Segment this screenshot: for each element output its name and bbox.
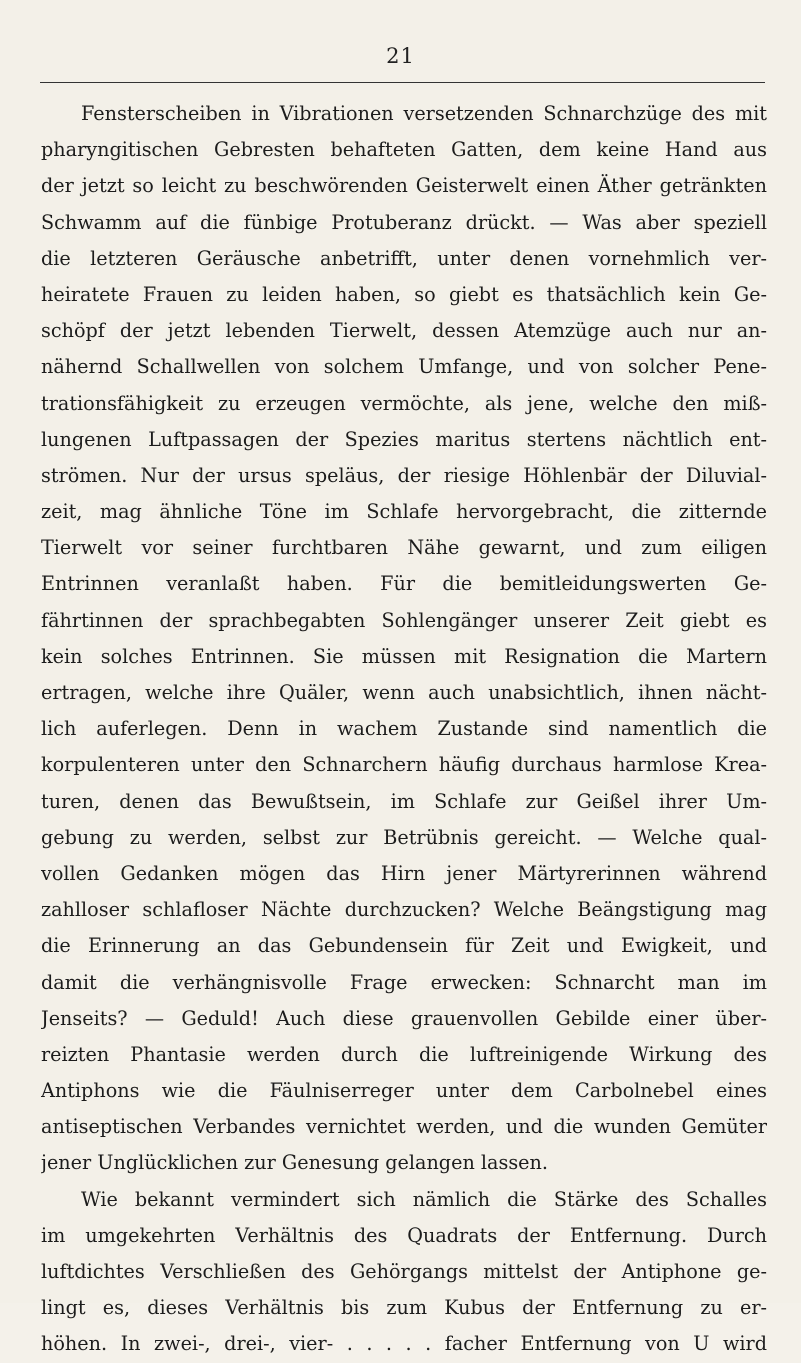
text-line: Antiphons wie die Fäulniserreger unter dem Carbolnebel eines xyxy=(41,1079,767,1103)
text-line: reizten Phantasie werden durch die luftreinigende Wirkung des xyxy=(41,1042,767,1066)
text-line: Schwamm auf die fünbige Protuberanz drückt. — Was aber speziell xyxy=(41,210,767,234)
page-number: 21 xyxy=(386,44,415,68)
text-body xyxy=(41,96,767,1363)
text-line: antiseptischen Verbandes vernichtet werden, und die wunden Gemüter xyxy=(41,1115,767,1139)
text-line: zeit, mag ähnliche Töne im Schlafe hervorgebracht, die zitternde xyxy=(41,500,767,524)
text-line: zahlloser schlafloser Nächte durchzucken? Welche Beängstigung mag xyxy=(41,898,767,922)
text-line: Entrinnen veranlaßt haben. Für die bemitleidungswerten Ge- xyxy=(41,572,767,596)
text-line: Jenseits? — Geduld! Auch diese grauenvollen Gebilde einer über- xyxy=(41,1006,767,1030)
text-line: lich auferlegen. Denn in wachem Zustande sind namentlich die xyxy=(41,717,767,741)
text-line: lingt es, dieses Verhältnis bis zum Kubus der Entfernung zu er- xyxy=(41,1296,767,1320)
text-line: heiratete Frauen zu leiden haben, so giebt es thatsächlich kein Ge- xyxy=(41,282,767,306)
paragraph-2 xyxy=(41,1182,767,1363)
text-line: Wie bekannt vermindert sich nämlich die Stärke des Schalles xyxy=(81,1187,767,1211)
text-line: vollen Gedanken mögen das Hirn jener Märtyrerinnen während xyxy=(41,861,767,885)
text-line: schöpf der jetzt lebenden Tierwelt, dessen Atemzüge auch nur an- xyxy=(41,319,767,343)
text-line: höhen. In zwei-, drei-, vier- . . . . . facher Entfernung von U wird xyxy=(41,1332,767,1356)
text-line: korpulenteren unter den Schnarchern häufig durchaus harmlose Krea- xyxy=(41,753,767,777)
text-line: turen, denen das Bewußtsein, im Schlafe zur Geißel ihrer Um- xyxy=(41,789,767,813)
text-line: kein solches Entrinnen. Sie müssen mit Resignation die Martern xyxy=(41,644,767,668)
text-line: jener Unglücklichen zur Genesung gelangen lassen. xyxy=(41,1151,548,1175)
text-line: der jetzt so leicht zu beschwörenden Geisterwelt einen Äther getränkten xyxy=(41,174,767,198)
text-line: nähernd Schallwellen von solchem Umfange, und von solcher Pene- xyxy=(41,355,767,379)
text-line: die Erinnerung an das Gebundensein für Zeit und Ewigkeit, und xyxy=(41,934,767,958)
text-line: lungenen Luftpassagen der Spezies maritus stertens nächtlich ent- xyxy=(41,427,767,451)
text-line: gebung zu werden, selbst zur Betrübnis gereicht. — Welche qual- xyxy=(41,825,767,849)
text-line: pharyngitischen Gebresten behafteten Gatten, dem keine Hand aus xyxy=(41,138,767,162)
text-line: im umgekehrten Verhältnis des Quadrats der Entfernung. Durch xyxy=(41,1223,767,1247)
text-line: luftdichtes Verschließen des Gehörgangs mittelst der Antiphone ge- xyxy=(41,1260,767,1283)
text-line: Fensterscheiben in Vibrationen versetzenden Schnarchzüge des mit xyxy=(81,102,767,125)
paragraph-1 xyxy=(41,96,767,1182)
text-line: Tierwelt vor seiner furchtbaren Nähe gewarnt, und zum eiligen xyxy=(41,536,767,560)
text-line: die letzteren Geräusche anbetrifft, unter denen vornehmlich ver- xyxy=(41,246,767,270)
text-line: trationsfähigkeit zu erzeugen vermöchte, als jene, welche den miß- xyxy=(41,391,767,415)
header-rule xyxy=(40,82,765,83)
text-line: fährtinnen der sprachbegabten Sohlengänger unserer Zeit giebt es xyxy=(41,608,767,632)
text-line: damit die verhängnisvolle Frage erwecken: Schnarcht man im xyxy=(41,970,767,994)
text-line: ertragen, welche ihre Quäler, wenn auch unabsichtlich, ihnen nächt- xyxy=(41,681,767,704)
text-line: strömen. Nur der ursus speläus, der riesige Höhlenbär der Diluvial- xyxy=(41,463,767,487)
